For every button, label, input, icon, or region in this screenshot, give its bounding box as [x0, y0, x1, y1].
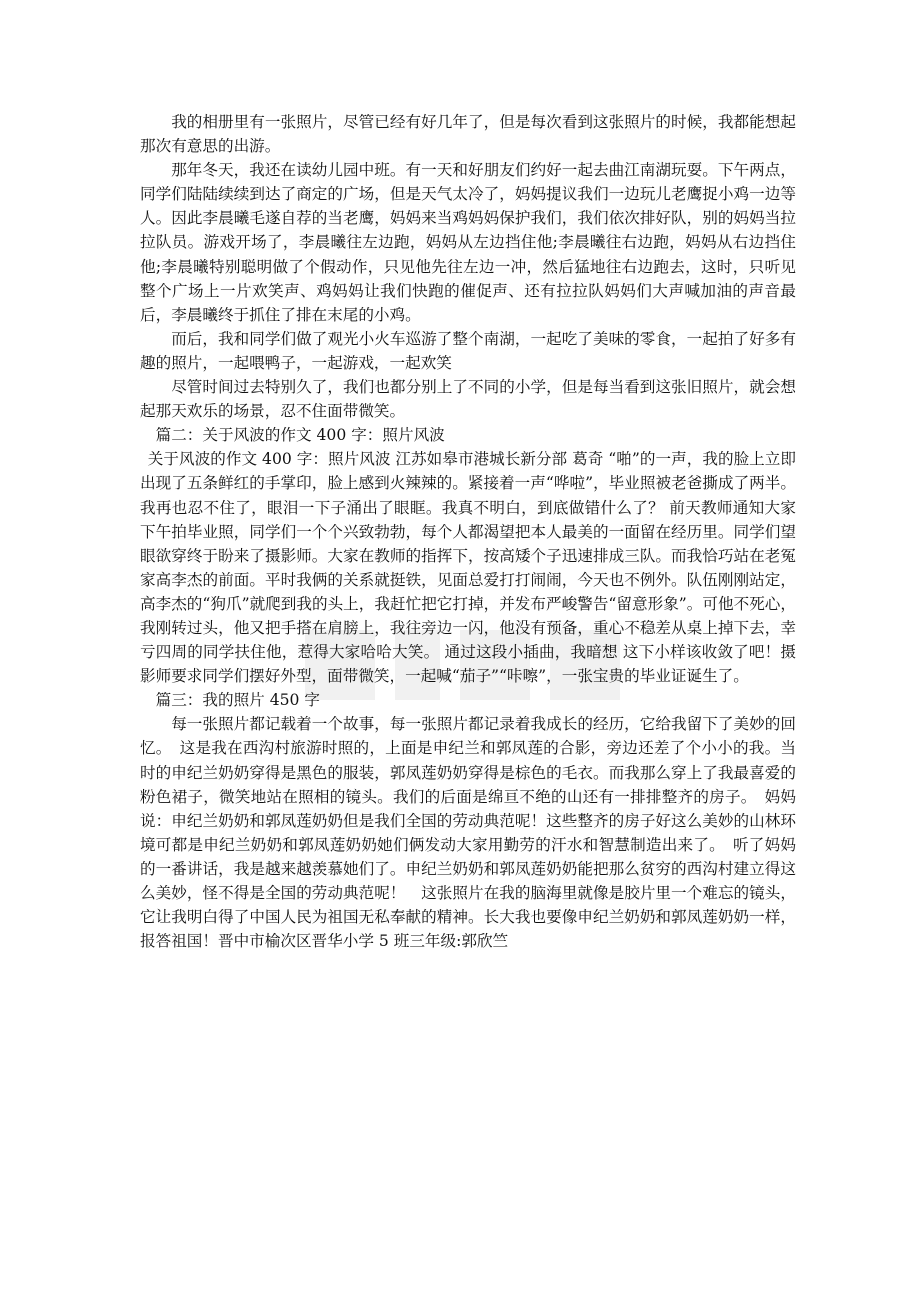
article2-body: 关于风波的作文 400 字：照片风波 江苏如皋市港城长新分部 葛奇 “啪”的一声，我的脸上立即出现了五条鲜红的手掌印，脸上感到火辣辣的。紧接着一声“哗啦”，毕业照被老爸撕成了两半。我再也忍不住了，眼泪一下子涌出了眼眶。我真不明白，到底做错什么了？ 前天教师通知大家下午拍毕业照，同学们一个个兴致勃勃，每个人都渴望把本人最美的一面留在经历里。同学们望眼欲穿终于盼来了摄影师。大家在教师的指挥下，按高矮个子迅速排成三队。而我恰巧站在老冤家高李杰的前面。平时我俩的关系就挺铁，见面总爱打打闹闹，今天也不例外。队伍刚刚站定，高李杰的“狗爪”就爬到我的头上，我赶忙把它打掉，并发布严峻警告“留意形象”。可他不死心，我刚转过头，他又把手搭在肩膀上，我往旁边一闪，他没有预备，重心不稳差从桌上掉下去，幸亏四周的同学扶住他，惹得大家哈哈大笑。 通过这段小插曲，我暗想 这下小样该收敛了吧！摄影师要求同学们摆好外型，面带微笑，一起喊“茄子”“咔嚓”，一张宝贵的毕业证诞生了。 [140, 450, 796, 686]
article1-paragraph-1: 我的相册里有一张照片，尽管已经有好几年了，但是每次看到这张照片的时候，我都能想起那次有意思的出游。 [140, 113, 796, 156]
article1-paragraph-4: 尽管时间过去特别久了，我们也都分别上了不同的小学，但是每当看到这张旧照片，就会想起那天欢乐的场景，忍不住面带微笑。 [140, 378, 796, 421]
article1-paragraph-3: 而后，我和同学们做了观光小火车巡游了整个南湖，一起吃了美味的零食，一起拍了好多有趣的照片，一起喂鸭子，一起游戏，一起欢笑 [140, 329, 796, 372]
article3-body: 每一张照片都记载着一个故事，每一张照片都记录着我成长的经历，它给我留下了美妙的回忆。 这是我在西沟村旅游时照的，上面是申纪兰和郭凤莲的合影，旁边还差了个小小的我。当时的申纪兰奶奶穿得是黑色的服装，郭凤莲奶奶穿得是棕色的毛衣。而我那么穿上了我最喜爱的粉色裙子，微笑地站在照相的镜头。我们的后面是绵亘不绝的山还有一排排整齐的房子。 妈妈说：申纪兰奶奶和郭凤莲奶奶但是我们全国的劳动典范呢！这些整齐的房子好这么美妙的山林环境可都是申纪兰奶奶和郭凤莲奶奶她们俩发动大家用勤劳的汗水和智慧制造出来了。 听了妈妈的一番讲话，我是越来越羡慕她们了。申纪兰奶奶和郭凤莲奶奶能把那么贫穷的西沟村建立得这么美妙，怪不得是全国的劳动典范呢！ 这张照片在我的脑海里就像是胶片里一个难忘的镜头，它让我明白得了中国人民为祖国无私奉献的精神。长大我也要像申纪兰奶奶和郭凤莲奶奶一样，报答祖国！晋中市榆次区晋华小学 5 班三年级:郭欣竺 [140, 715, 796, 951]
article3-heading: 篇三：我的照片 450 字 [155, 691, 321, 710]
article1-paragraph-2: 那年冬天，我还在读幼儿园中班。有一天和好朋友们约好一起去曲江南湖玩耍。下午两点，同学们陆陆续续到达了商定的广场，但是天气太冷了，妈妈提议我们一边玩儿老鹰捉小鸡一边等人。因此李晨曦毛遂自荐的当老鹰，妈妈来当鸡妈妈保护我们，我们依次排好队，别的妈妈当拉拉队员。游戏开场了，李晨曦往左边跑，妈妈从左边挡住他;李晨曦往右边跑，妈妈从右边挡住他;李晨曦特别聪明做了个假动作，只见他先往左边一冲，然后猛地往右边跑去，这时，只听见整个广场上一片欢笑声、鸡妈妈让我们快跑的催促声、还有拉拉队妈妈们大声喊加油的声音最后，李晨曦终于抓住了排在末尾的小鸡。 [140, 161, 796, 324]
article2-heading: 篇二：关于风波的作文 400 字：照片风波 [155, 426, 445, 445]
document-page [140, 110, 796, 953]
